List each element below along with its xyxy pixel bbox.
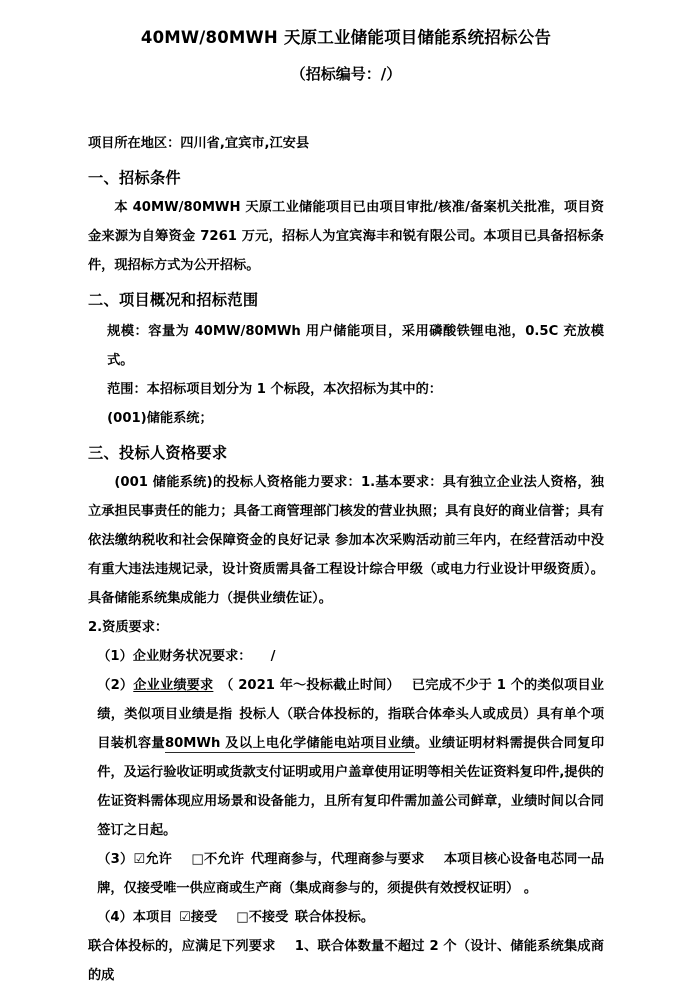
document-body [88, 0, 604, 990]
performance-text-b: 投标人（联合体投标的，指联合体牵头人或成员）具有单个项目装机容量 [97, 707, 605, 752]
agent-participation-mid: 代理商参与，代理商参与要求 [250, 852, 425, 868]
qualification-item-2 [88, 671, 604, 845]
agent-participation-rest: 本项目核心设备电芯同一品牌，仅接受唯一供应商或生产商（集成商参与的，须提供有效授权证明） 。 [97, 852, 605, 897]
checkbox-disallow-unchecked[interactable]: □ [191, 852, 204, 868]
qualification-requirements-label: 2.资质要求： [88, 620, 169, 636]
financial-requirement-value: / [270, 649, 276, 665]
page-title: 40MW/80MWH 天原工业储能项目储能系统招标公告 [140, 28, 552, 47]
consortium-rest: 联合体投标。 [294, 910, 375, 926]
checkbox-allow-label: 允许 [145, 852, 173, 868]
project-location-line: 项目所在地区：四川省,宜宾市,江安县 [88, 136, 310, 152]
consortium-followup-a: 联合体投标的，应满足下列要求 [88, 939, 276, 955]
qualification-item-1 [88, 642, 604, 671]
checkbox-reject-label: 不接受 [248, 910, 289, 926]
performance-period: （ 2021 年～投标截止时间） [219, 678, 400, 694]
title-block [88, 0, 604, 85]
section-1-paragraph: 本 40MW/80MWH 天原工业储能项目已由项目审批/核准/备案机关批准，项目资金来源为自筹资金 7261 万元，招标人为宜宾海丰和锐有限公司。本项目已具备招标条件，现招标方式为公开招标。 [88, 200, 604, 274]
performance-text-a: 已完成不少于 1 个的类似项目业绩，类似项目业绩是指 [97, 678, 604, 723]
consortium-label: （4）本项目 [97, 910, 173, 926]
performance-text-c: 。业绩证明材料需提供合同复印件，及运行验收证明或货款支付证明或用户盖章使用证明等相关佐证资料复印件,提供的佐证资料需体现应用场景和设备能力，且所有复印件需加盖公司鲜章，业绩时间以合同签订之日起。 [97, 736, 605, 839]
qualification-item-4 [88, 903, 604, 932]
consortium-followup [88, 932, 604, 990]
section-2-scope: 范围：本招标项目划分为 1 个标段，本次招标为其中的： [107, 382, 442, 398]
performance-requirement-label: 企业业绩要求 [133, 678, 214, 694]
checkbox-reject-unchecked[interactable]: □ [236, 910, 249, 926]
section-2-scale: 规模：容量为 40MW/80MWh 用户储能项目，采用磷酸铁锂电池，0.5C 充放模式。 [107, 324, 604, 369]
checkbox-accept-label: 接受 [190, 910, 218, 926]
checkbox-disallow-label: 不允许 [203, 852, 245, 868]
agent-participation-number: （3） [97, 852, 134, 868]
performance-capacity-requirement: 80MWh 及以上电化学储能电站项目业绩 [164, 736, 415, 752]
checkbox-allow-checked[interactable]: ☑ [133, 852, 146, 868]
section-heading-2: 二、项目概况和招标范围 [88, 291, 259, 310]
qualification-item-3 [88, 845, 604, 903]
page-subtitle: （招标编号：/） [290, 64, 402, 83]
section-heading-1: 一、招标条件 [88, 169, 181, 188]
section-heading-3: 三、投标人资格要求 [88, 444, 228, 463]
section-3-paragraph: (001 储能系统)的投标人资格能力要求：1.基本要求：具有独立企业法人资格，独立承担民事责任的能力；具备工商管理部门核发的营业执照；具有良好的商业信誉；具有依法缴纳税收和社会保障资金的良好记录 参加本次采购活动前三年内，在经营活动中没有重大违法违规记录，设计资质需具备工程设计综合甲级（或电力行业设计甲级资质）。具备储能系统集成能力（提供业绩佐证）。 [88, 475, 604, 607]
checkbox-accept-checked[interactable]: ☑ [178, 910, 191, 926]
section-2-lot: (001)储能系统； [107, 411, 213, 427]
consortium-followup-b: 1、联合体数量不超过 2 个（设计、储能系统集成商的成 [88, 939, 604, 984]
performance-requirement-number: （2） [97, 678, 134, 694]
financial-requirement-label: （1）企业财务状况要求： [97, 649, 252, 665]
